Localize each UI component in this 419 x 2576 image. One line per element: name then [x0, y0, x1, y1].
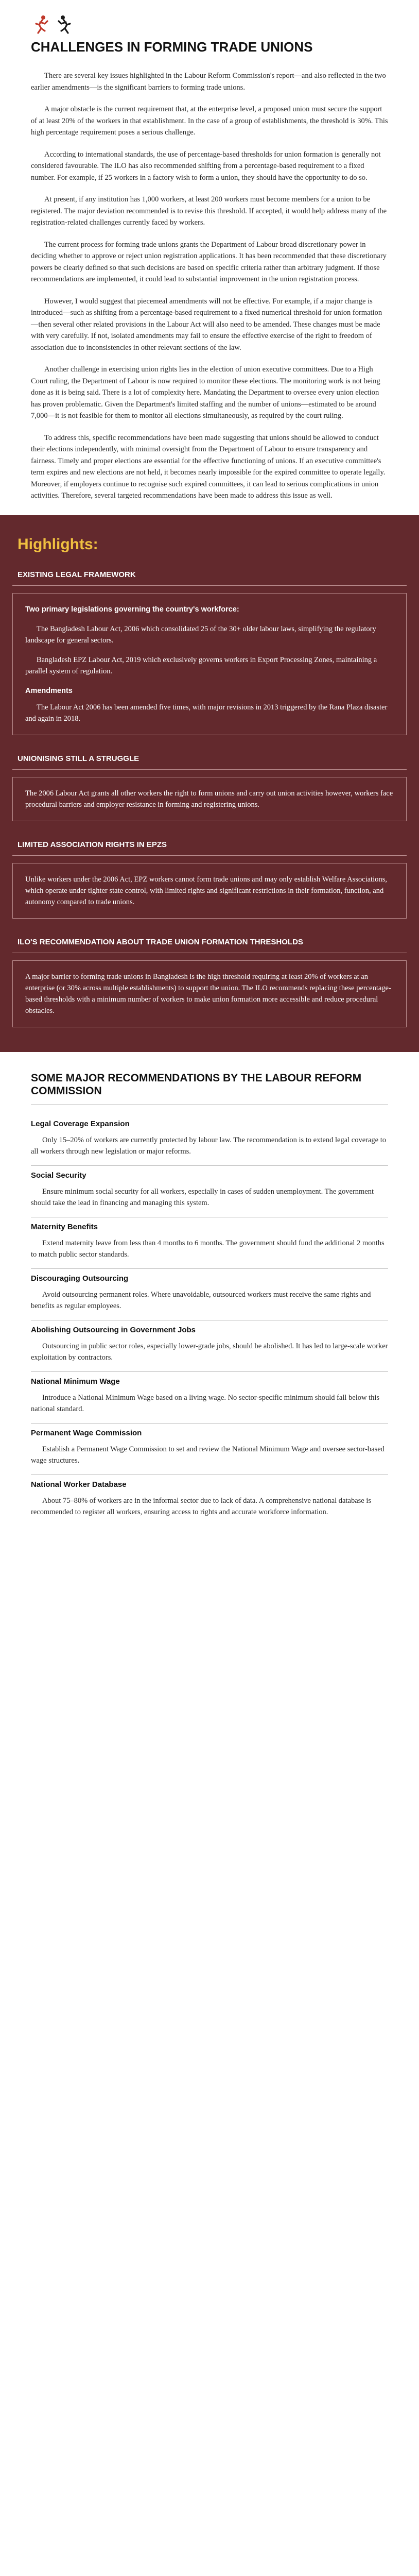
box-text: The 2006 Labour Act grants all other workers the right to form unions and carry out union activities however, workers face procedural barriers and employer resistance in forming and registering unions. — [25, 789, 393, 809]
recommendation-item — [31, 1320, 388, 1372]
paragraph: Another challenge in exercising union rights lies in the election of union executive committees. Due to a High Court ruling, the Department of Labour is now required to monitor these elections. The monitoring work is not being done as it is being said. There is a lot of complexity here. Mandating the Department to oversee every union election has proven problematic. Given the Department's limited staffing and the number of unions—estimated to be around 7,000—it is not feasible for them to monitor all elections simultaneously, as required by the court ruling. — [31, 365, 380, 420]
paragraph: However, I would suggest that piecemeal amendments will not be effective. For example, if a major change is introduced—such as shifting from a percentage-based requirement to a fixed numerical threshold for union formation—then several other related provisions in the Labour Act will also need to be amended. These changes must be made with very carefully. If not, isolated amendments may fail to ensure the effective exercise of the right to freedom of association due to inconsistencies in other relevant sections of the law. — [31, 297, 382, 352]
recommendation-title: National Worker Database — [31, 1480, 127, 1489]
recommendation-item — [31, 1372, 388, 1423]
paragraph: The current process for forming trade unions grants the Department of Labour broad discretionary power in deciding whether to approve or reject union registration applications. It has been recommended that these discretionary powers be clearly defined so that such decisions are based on specific criteria rather than arbitrary judgment. If those recommendations are implemented, it could lead to substantial improvement in the union registration process. — [31, 240, 387, 283]
paragraph: To address this, specific recommendations have been made suggesting that unions should be allowed to conduct their elections independently, with minimal oversight from the Department of Labour to ensure transparency and fairness. Timely and proper elections are essential for the effective functioning of unions. If an executive committee's term expires and new elections are not held, it becomes nearly impossible for the expired committee to operate legally. Moreover, if employers continue to recognise such expired committees, it can lead to serious complications in union activities. Therefore, several targeted recommendations have been made to address this issue as well. — [31, 433, 386, 500]
recommendation-text: Establish a Permanent Wage Commission to set and review the National Minimum Wage and oversee sector-based wage structures. — [31, 1445, 385, 1465]
recommendation-text: Ensure minimum social security for all workers, especially in cases of sudden unemployment. The government should take the lead in financing and managing this system. — [31, 1187, 374, 1207]
bullet-text: The Bangladesh Labour Act, 2006 which consolidated 25 of the 30+ older labour laws, simplifying the regulatory landscape for general sectors. — [25, 624, 376, 645]
recommendation-title: Legal Coverage Expansion — [31, 1119, 130, 1128]
runner-icon — [55, 14, 75, 35]
recommendation-title: National Minimum Wage — [31, 1377, 120, 1386]
box-subtitle: Amendments — [25, 686, 73, 695]
paragraph: According to international standards, the use of percentage-based thresholds for union formation is generally not considered favourable. The ILO has also recommended shifting from a percentage-based requirement to a fixed number. For example, if 25 workers in a factory wish to form a union, they should have the opportunity to do so. — [31, 150, 381, 182]
section-heading: LIMITED ASSOCIATION RIGHTS IN EPZS — [12, 837, 407, 856]
recommendation-item — [31, 1114, 388, 1166]
recommendation-title: Discouraging Outsourcing — [31, 1274, 129, 1283]
recommendations-title: SOME MAJOR RECOMMENDATIONS BY THE LABOUR REFORM COMMISSION — [31, 1072, 388, 1105]
recommendation-text: Introduce a National Minimum Wage based on a living wage. No sector-specific minimum should fall below this national standard. — [31, 1393, 380, 1413]
recommendation-title: Maternity Benefits — [31, 1222, 98, 1231]
bullet-text: The Labour Act 2006 has been amended five times, with major revisions in 2013 triggered by the Rana Plaza disaster and again in 2018. — [25, 703, 388, 723]
recommendation-item — [31, 1475, 388, 1526]
runner-icons — [31, 14, 388, 35]
article-body — [0, 55, 419, 502]
info-box — [12, 593, 407, 735]
recommendation-text: Avoid outsourcing permanent roles. Where unavoidable, outsourced workers must receive the same rights and benefits as regular employees. — [31, 1290, 371, 1310]
section-heading: UNIONISING STILL A STRUGGLE — [12, 751, 407, 770]
section-heading: ILO'S RECOMMENDATION ABOUT TRADE UNION FORMATION THRESHOLDS — [12, 934, 407, 953]
recommendation-text: Outsourcing in public sector roles, especially lower-grade jobs, should be abolished. It has led to large-scale worker exploitation by contractors. — [31, 1342, 388, 1362]
recommendation-title: Abolishing Outsourcing in Government Jobs — [31, 1325, 196, 1334]
paragraph: A major obstacle is the current requirement that, at the enterprise level, a proposed union must secure the support of at least 20% of the workers in that establishment. In the case of a group of establishments, the threshold is 30%. This high percentage requirement poses a serious challenge. — [31, 105, 388, 137]
existing-framework-section — [12, 567, 407, 735]
recommendation-item — [31, 1166, 388, 1217]
info-box — [12, 960, 407, 1027]
highlights-panel — [0, 515, 419, 1052]
runner-icon — [31, 14, 51, 35]
box-text: Unlike workers under the 2006 Act, EPZ workers cannot form trade unions and may only establish Welfare Associations, which operate under tighter state control, with limited rights and significant restrictions in their formation, function, and autonomy compared to trade unions. — [25, 875, 387, 906]
recommendation-item — [31, 1423, 388, 1475]
info-box — [12, 777, 407, 821]
recommendation-item — [31, 1269, 388, 1320]
epz-section — [12, 837, 407, 919]
box-title: Two primary legislations governing the country's workforce: — [25, 605, 239, 614]
recommendation-title: Permanent Wage Commission — [31, 1428, 142, 1437]
recommendation-item — [31, 1217, 388, 1269]
paragraph: There are several key issues highlighted in the Labour Reform Commission's report—and also reflected in the two earlier amendments—is the significant barriers to forming trade unions. — [31, 72, 386, 92]
ilo-section — [12, 934, 407, 1027]
recommendation-text: Extend maternity leave from less than 4 months to 6 months. The government should fund the additional 2 months to match public sector standards. — [31, 1239, 385, 1259]
recommendation-text: Only 15–20% of workers are currently protected by labour law. The recommendation is to extend legal coverage to all workers through new legislation or major reforms. — [31, 1136, 386, 1156]
bullet-text: Bangladesh EPZ Labour Act, 2019 which exclusively governs workers in Export Processing Zones, maintaining a parallel system of regulation. — [25, 655, 377, 675]
page-title: CHALLENGES IN FORMING TRADE UNIONS — [31, 39, 313, 55]
highlights-title: Highlights: — [18, 535, 98, 553]
recommendation-title: Social Security — [31, 1171, 86, 1180]
info-box — [12, 863, 407, 919]
article-header — [0, 0, 419, 55]
box-text: A major barrier to forming trade unions in Bangladesh is the high threshold requiring at least 20% of workers at an enterprise (or 30% across multiple establishments) to support the union. The ILO recommends replacing these percentage-based thresholds with a minimum number of workers to make union formation more accessible and reduce procedural obstacles. — [25, 972, 391, 1015]
recommendations-section — [0, 1052, 419, 1547]
unionising-section — [12, 751, 407, 821]
paragraph: At present, if any institution has 1,000 workers, at least 200 workers must become members for a union to be registered. The major deviation recommended is to revise this threshold. If accepted, it would help address many of the registration-related challenges currently faced by workers. — [31, 195, 387, 227]
recommendation-text: About 75–80% of workers are in the informal sector due to lack of data. A comprehensive national database is recommended to register all workers, ensuring access to rights and accurate workforce information. — [31, 1496, 372, 1516]
section-heading: EXISTING LEGAL FRAMEWORK — [12, 567, 407, 586]
